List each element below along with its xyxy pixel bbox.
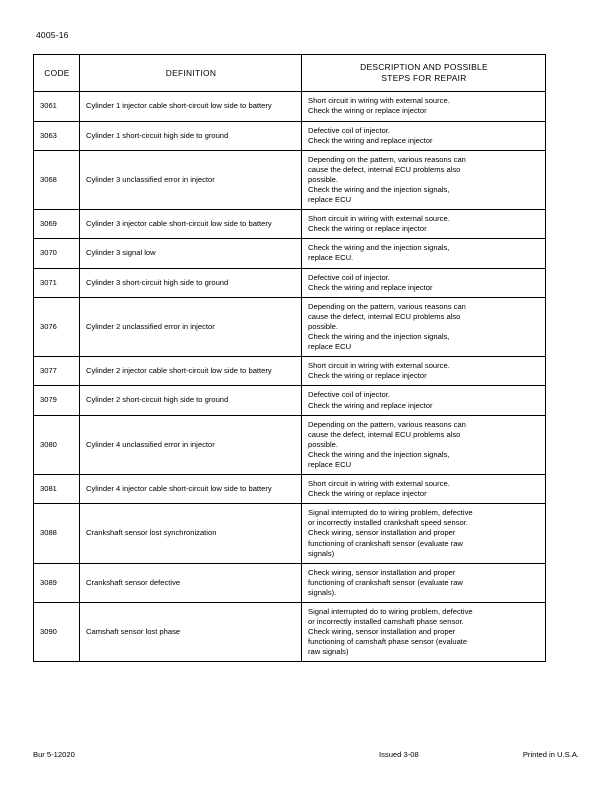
table-body (34, 92, 546, 662)
description-line: replace ECU (308, 195, 352, 205)
cell-description (302, 268, 546, 297)
description-line: functioning of camshaft phase sensor (evaluate (308, 637, 468, 647)
description-line: functioning of crankshaft sensor (evaluate raw (308, 538, 463, 548)
description-line: possible. (308, 321, 338, 331)
cell-definition: Cylinder 3 signal low (80, 239, 302, 268)
cell-description (302, 357, 546, 386)
cell-definition: Cylinder 3 unclassified error in injector (80, 150, 302, 209)
description-line: Check wiring, sensor installation and proper (308, 528, 456, 538)
footer-middle: Issued 3-08 (379, 750, 419, 759)
cell-description (302, 504, 546, 563)
cell-definition: Cylinder 3 short-circuit high side to ground (80, 268, 302, 297)
description-line: Check the wiring and replace injector (308, 282, 433, 292)
cell-code: 3063 (34, 121, 80, 150)
cell-description (302, 475, 546, 504)
cell-description (302, 386, 546, 415)
description-line: cause the defect, internal ECU problems also (308, 429, 461, 439)
description-line: cause the defect, internal ECU problems also (308, 164, 461, 174)
cell-code: 3088 (34, 504, 80, 563)
column-header-definition: DEFINITION (80, 55, 302, 92)
description-line: Short circuit in wiring with external source. (308, 214, 450, 224)
cell-code: 3069 (34, 210, 80, 239)
description-line: replace ECU. (308, 253, 354, 263)
table-row (34, 92, 546, 121)
description-line: Check the wiring and replace injector (308, 135, 433, 145)
table-row (34, 357, 546, 386)
cell-definition: Camshaft sensor lost phase (80, 603, 302, 662)
table-row (34, 210, 546, 239)
description-line: raw signals) (308, 647, 349, 657)
cell-definition: Cylinder 1 short-circuit high side to ground (80, 121, 302, 150)
cell-code: 3071 (34, 268, 80, 297)
description-line: replace ECU (308, 342, 352, 352)
description-line: Check the wiring or replace injector (308, 224, 427, 234)
cell-description (302, 210, 546, 239)
description-line: Short circuit in wiring with external source. (308, 96, 450, 106)
column-header-description-line2: STEPS FOR REPAIR (381, 73, 467, 84)
cell-code: 3080 (34, 415, 80, 474)
cell-code: 3076 (34, 297, 80, 356)
column-header-code: CODE (34, 55, 80, 92)
cell-description (302, 92, 546, 121)
table-row (34, 121, 546, 150)
description-line: Depending on the pattern, various reasons can (308, 419, 466, 429)
table-row (34, 475, 546, 504)
cell-definition: Cylinder 3 injector cable short-circuit low side to battery (80, 210, 302, 239)
table-row (34, 268, 546, 297)
footer-left: Bur 5-12020 (33, 750, 75, 759)
table-row (34, 563, 546, 602)
cell-description (302, 150, 546, 209)
description-line: Check the wiring and the injection signals, (308, 185, 450, 194)
description-line: or incorrectly installed camshaft phase sensor. (308, 617, 464, 627)
cell-definition: Cylinder 4 unclassified error in injector (80, 415, 302, 474)
cell-code: 3068 (34, 150, 80, 209)
description-line: possible. (308, 439, 338, 449)
description-line: Check the wiring or replace injector (308, 371, 427, 381)
cell-definition: Cylinder 2 injector cable short-circuit low side to battery (80, 357, 302, 386)
description-line: Check wiring, sensor installation and proper (308, 627, 456, 637)
cell-code: 3089 (34, 563, 80, 602)
cell-description (302, 415, 546, 474)
description-line: Check the wiring and the injection signals, (308, 449, 450, 459)
cell-description (302, 563, 546, 602)
cell-description (302, 603, 546, 662)
fault-code-table-container (33, 54, 545, 662)
cell-definition: Cylinder 2 short-circuit high side to ground (80, 386, 302, 415)
cell-definition: Cylinder 4 injector cable short-circuit low side to battery (80, 475, 302, 504)
table-header (34, 55, 546, 92)
description-line: cause the defect, internal ECU problems also (308, 311, 461, 321)
table-row (34, 386, 546, 415)
table-header-row (34, 55, 546, 92)
column-header-description-line1: DESCRIPTION AND POSSIBLE (360, 62, 488, 72)
cell-code: 3070 (34, 239, 80, 268)
description-line: Signal interrupted do to wiring problem, defective (308, 607, 473, 616)
cell-code: 3081 (34, 475, 80, 504)
description-line: Defective coil of injector. (308, 125, 390, 135)
description-line: replace ECU (308, 459, 352, 469)
footer-right: Printed in U.S.A. (522, 750, 579, 759)
column-header-description (302, 55, 546, 92)
description-line: signals) (308, 548, 335, 558)
description-line: Signal interrupted do to wiring problem, defective (308, 508, 473, 518)
cell-code: 3061 (34, 92, 80, 121)
fault-code-table (33, 54, 546, 662)
page-reference: 4005-16 (36, 30, 69, 40)
table-row (34, 239, 546, 268)
description-line: Defective coil of injector. (308, 390, 390, 400)
table-row (34, 150, 546, 209)
cell-description (302, 297, 546, 356)
cell-description (302, 121, 546, 150)
description-line: Check the wiring and the injection signals, (308, 332, 450, 342)
description-line: or incorrectly installed crankshaft speed sensor. (308, 518, 468, 528)
description-line: Check wiring, sensor installation and proper (308, 567, 456, 577)
cell-definition: Crankshaft sensor defective (80, 563, 302, 602)
description-line: Short circuit in wiring with external source. (308, 361, 450, 371)
cell-code: 3079 (34, 386, 80, 415)
description-line: signals). (308, 587, 337, 597)
description-line: functioning of crankshaft sensor (evaluate raw (308, 577, 463, 587)
cell-code: 3090 (34, 603, 80, 662)
cell-description (302, 239, 546, 268)
description-line: Check the wiring and replace injector (308, 400, 433, 410)
cell-definition: Crankshaft sensor lost synchronization (80, 504, 302, 563)
description-line: Check the wiring and the injection signals, (308, 243, 450, 253)
table-row (34, 297, 546, 356)
cell-definition: Cylinder 2 unclassified error in injector (80, 297, 302, 356)
cell-definition: Cylinder 1 injector cable short-circuit low side to battery (80, 92, 302, 121)
table-row (34, 504, 546, 563)
description-line: Depending on the pattern, various reasons can (308, 154, 466, 164)
description-line: Short circuit in wiring with external source. (308, 479, 450, 489)
table-row (34, 603, 546, 662)
description-line: Depending on the pattern, various reasons can (308, 301, 466, 311)
description-line: possible. (308, 174, 338, 184)
description-line: Check the wiring or replace injector (308, 489, 427, 499)
description-line: Defective coil of injector. (308, 272, 390, 282)
table-row (34, 415, 546, 474)
description-line: Check the wiring or replace injector (308, 106, 427, 116)
cell-code: 3077 (34, 357, 80, 386)
